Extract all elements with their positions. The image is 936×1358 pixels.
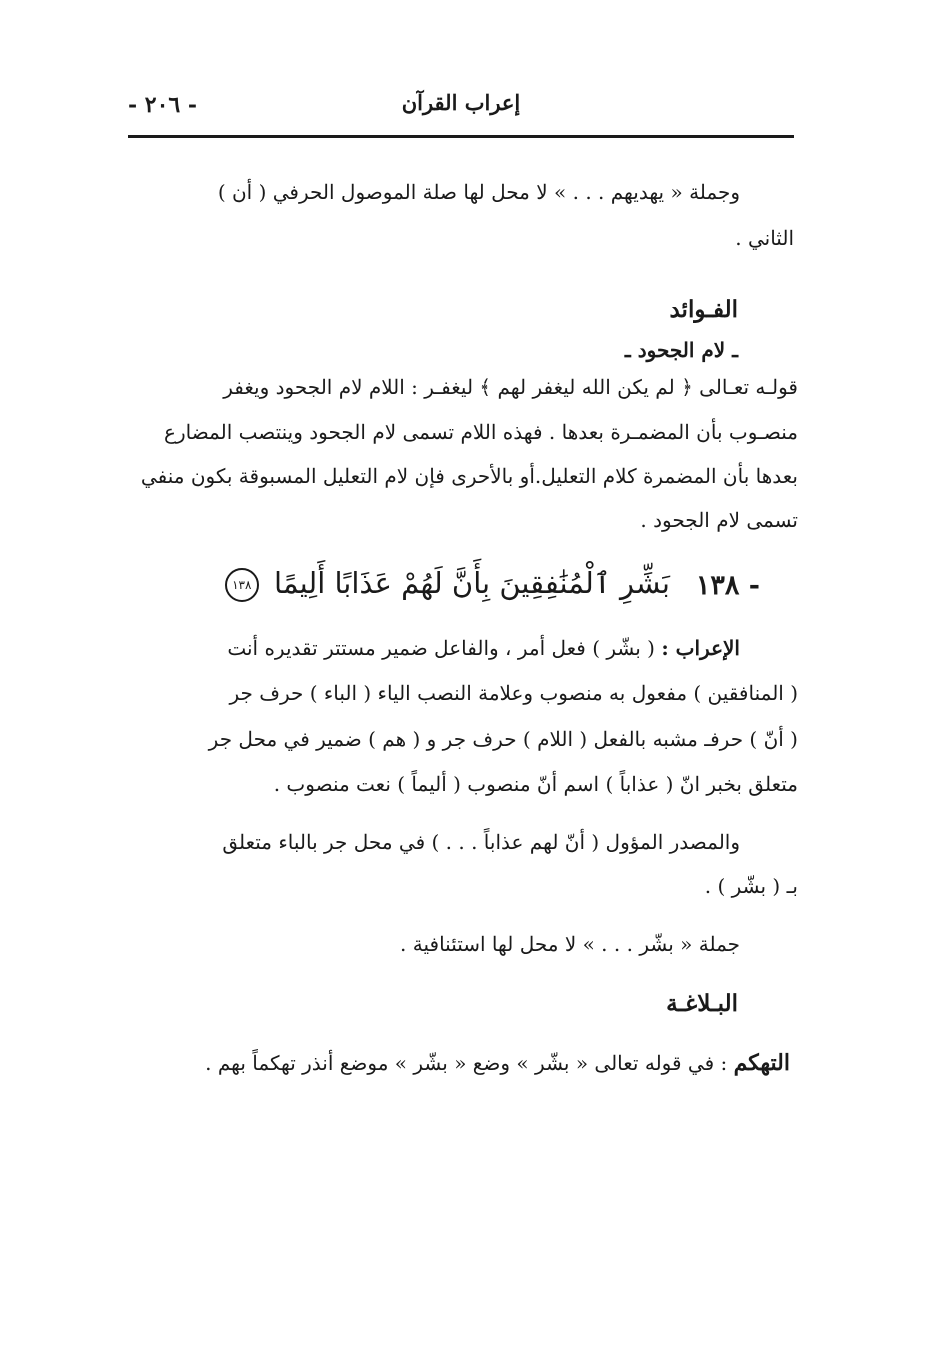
irab-line-4: متعلق بخبر انّ ( عذاباً ) اسم أنّ منصوب ( أليماً ) نعت منصوب . xyxy=(273,772,798,796)
balagha-line xyxy=(205,1050,790,1076)
fawaid-subheading: ـ لام الجحود ـ xyxy=(624,338,738,362)
running-title: إعراب القرآن xyxy=(401,90,521,115)
fawaid-heading: الفـوائد xyxy=(669,296,738,323)
header-divider xyxy=(128,135,794,138)
verse-number: ١٣٨ - xyxy=(695,570,760,601)
masdar-line-2: بـ ( بشّر ) . xyxy=(704,874,798,898)
balagha-heading: البـلاغـة xyxy=(666,990,738,1017)
irab-line-1-text: ( بشّر ) فعل أمر ، والفاعل ضمير مستتر تقديره أنت xyxy=(227,636,655,660)
balagha-lead: التهكم xyxy=(733,1050,790,1076)
intro-line-1: وجملة « يهديهم . . . » لا محل لها صلة الموصول الحرفي ( أن ) xyxy=(217,180,740,204)
verse-text: بَشِّرِ ٱلْمُنَٰفِقِينَ بِأَنَّ لَهُمْ عَذَابًا أَلِيمًا xyxy=(274,566,670,600)
verse-text-line xyxy=(225,566,670,602)
irab-line-3: ( أنّ ) حرفـ مشبه بالفعل ( اللام ) حرف جر و ( هم ) ضمير في محل جر xyxy=(208,727,798,751)
irab-line-2: ( المنافقين ) مفعول به منصوب وعلامة النصب الياء ( الباء ) حرف جر xyxy=(229,681,798,705)
jumla-line: جملة « بشّر . . . » لا محل لها استئنافية . xyxy=(400,932,740,956)
intro-line-2: الثاني . xyxy=(735,226,794,250)
fawaid-line-2: منصـوب بأن المضمـرة بعدها . فهذه اللام تسمى لام الجحود وينتصب المضارع xyxy=(164,420,798,444)
fawaid-line-1: قولـه تعـالى ﴿ لم يكن الله ليغفر لهم ﴾ ليغفـر : اللام لام الجحود ويغفر xyxy=(223,375,798,399)
irab-lead: الإعراب : xyxy=(661,636,740,660)
verse-end-marker: ١٣٨ xyxy=(225,568,259,602)
fawaid-line-4: تسمى لام الجحود . xyxy=(640,508,798,532)
balagha-text: : في قوله تعالى « بشّر » وضع « بشّر » موضع أنذر تهكماً بهم . xyxy=(205,1051,728,1075)
masdar-line-1: والمصدر المؤول ( أنّ لهم عذاباً . . . ) في محل جر بالباء متعلق xyxy=(222,830,740,854)
page-number: - ٢٠٦ - xyxy=(128,92,198,118)
page-header xyxy=(128,88,794,132)
fawaid-line-3: بعدها بأن المضمرة كلام التعليل.أو بالأحرى فإن لام التعليل المسبوقة بكون منفي xyxy=(140,464,798,488)
irab-line-1 xyxy=(227,636,740,660)
